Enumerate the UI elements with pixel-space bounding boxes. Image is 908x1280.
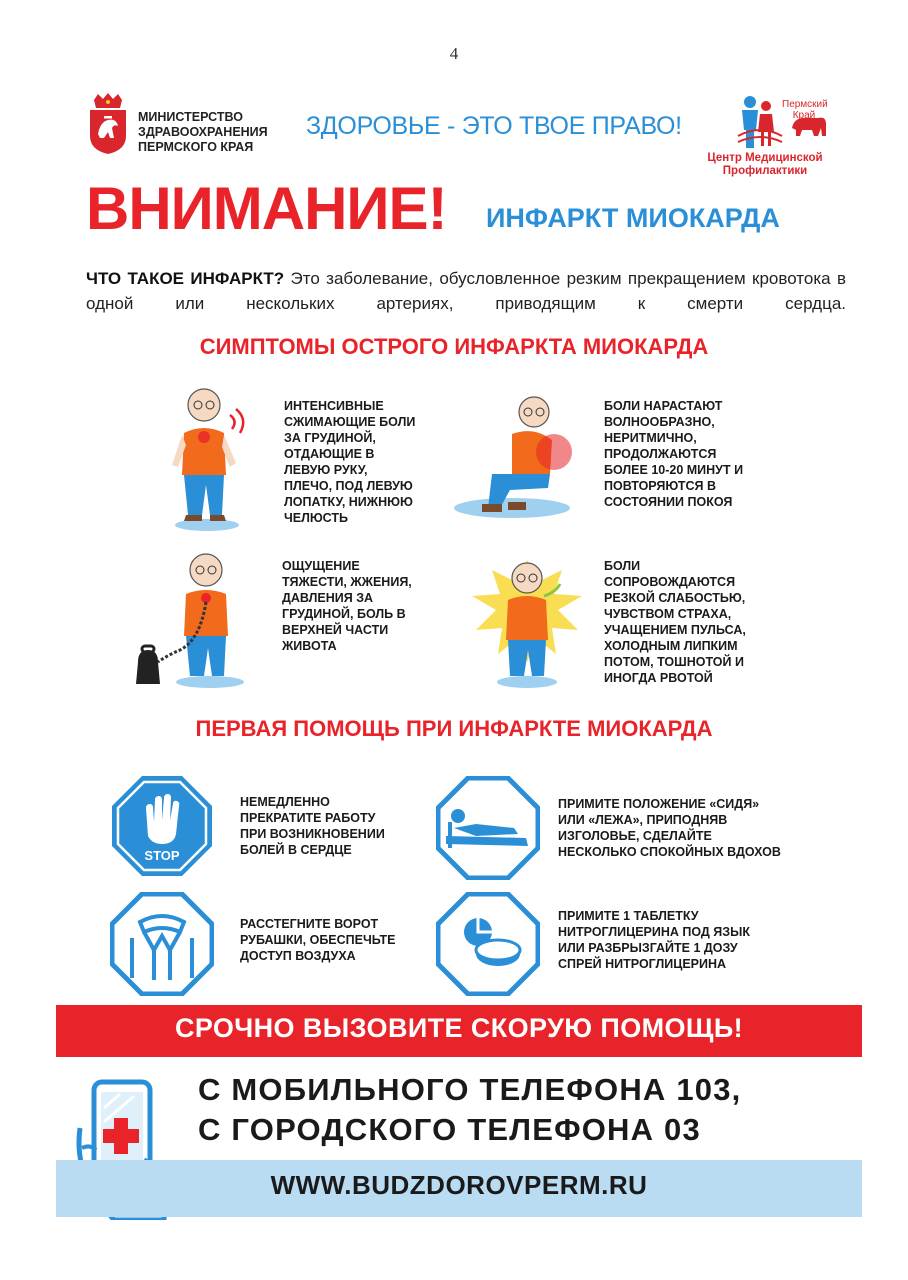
- landline-phone-number: С ГОРОДСКОГО ТЕЛЕФОНА 03: [198, 1112, 701, 1147]
- intro-text: Это заболевание, обусловленное резким прекращением кровотока в одной или нескольких артериях, приводящим к смерти сердца.: [86, 269, 847, 313]
- symptom-line: ХОЛОДНЫМ ЛИПКИМ: [604, 639, 738, 653]
- first-aid-text: [558, 908, 750, 972]
- first-aid-line: РАССТЕГНИТЕ ВОРОТ: [240, 917, 379, 931]
- symptom-line: ОЩУЩЕНИЕ: [282, 559, 360, 573]
- center-name: [700, 152, 830, 178]
- symptom-text: [282, 558, 412, 654]
- page-number: 4: [449, 44, 459, 63]
- nitroglycerin-pills-icon: [436, 892, 540, 996]
- ministry-line: ПЕРМСКОГО КРАЯ: [138, 140, 254, 154]
- center-region-line: Край: [792, 110, 816, 121]
- first-aid-line: ПРИМИТЕ ПОЛОЖЕНИЕ «СИДЯ»: [558, 797, 760, 811]
- first-aid-line: НЕМЕДЛЕННО: [240, 795, 330, 809]
- first-aid-line: ПРЕКРАТИТЕ РАБОТУ: [240, 811, 376, 825]
- first-aid-line: РУБАШКИ, ОБЕСПЕЧЬТЕ: [240, 933, 396, 947]
- first-aid-line: ИЛИ РАЗБРЫЗГАЙТЕ 1 ДОЗУ: [558, 941, 738, 955]
- symptom-line: ВЕРХНЕЙ ЧАСТИ: [282, 623, 389, 637]
- symptom-line: ИНОГДА РВОТОЙ: [604, 671, 713, 685]
- symptom-line: ЛОПАТКУ, НИЖНЮЮ: [284, 495, 413, 509]
- attention-title: ВНИМАНИЕ!: [86, 175, 447, 242]
- symptom-line: ЖИВОТА: [282, 639, 337, 653]
- symptom-line: ВОЛНООБРАЗНО,: [604, 415, 715, 429]
- first-aid-line: БОЛЕЙ В СЕРДЦЕ: [240, 843, 352, 857]
- first-aid-line: ПРИМИТЕ 1 ТАБЛЕТКУ: [558, 909, 699, 923]
- symptom-line: ПРОДОЛЖАЮТСЯ: [604, 447, 717, 461]
- symptom-line: ЗА ГРУДИНОЙ,: [284, 431, 376, 445]
- symptom-line: ТЯЖЕСТИ, ЖЖЕНИЯ,: [282, 575, 412, 589]
- perm-coat-of-arms-icon: [86, 92, 130, 156]
- intro-question: ЧТО ТАКОЕ ИНФАРКТ?: [86, 269, 285, 288]
- first-aid-text: [240, 794, 385, 858]
- symptom-line: ЧУВСТВОМ СТРАХА,: [604, 607, 732, 621]
- first-aid-line: НЕСКОЛЬКО СПОКОЙНЫХ ВДОХОВ: [558, 845, 781, 859]
- symptom-text: [604, 398, 743, 510]
- stop-hand-icon: [110, 774, 214, 878]
- first-aid-text: [558, 796, 781, 860]
- first-aid-line: ИЗГОЛОВЬЕ, СДЕЛАЙТЕ: [558, 829, 712, 843]
- symptom-line: ПОВТОРЯЮТСЯ В: [604, 479, 717, 493]
- man-with-kettlebell-icon: [130, 550, 255, 690]
- symptom-text: [284, 398, 415, 526]
- stop-label: STOP: [144, 848, 180, 863]
- symptom-line: ИНТЕНСИВНЫЕ: [284, 399, 384, 413]
- symptom-line: СЖИМАЮЩИЕ БОЛИ: [284, 415, 416, 429]
- first-aid-line: ПРИ ВОЗНИКНОВЕНИИ: [240, 827, 385, 841]
- center-name-line: Профилактики: [722, 165, 808, 177]
- center-region: [782, 99, 826, 121]
- symptom-text: [604, 558, 746, 686]
- symptom-line: УЧАЩЕНИЕМ ПУЛЬСА,: [604, 623, 746, 637]
- first-aid-line: НИТРОГЛИЦЕРИНА ПОД ЯЗЫК: [558, 925, 750, 939]
- symptom-line: СОСТОЯНИИ ПОКОЯ: [604, 495, 733, 509]
- symptom-line: РЕЗКОЙ СЛАБОСТЬЮ,: [604, 591, 746, 605]
- first-aid-line: СПРЕЙ НИТРОГЛИЦЕРИНА: [558, 957, 727, 971]
- slogan: ЗДОРОВЬЕ - ЭТО ТВОЕ ПРАВО!: [306, 112, 682, 140]
- ministry-line: МИНИСТЕРСТВО: [138, 110, 243, 124]
- symptom-line: БОЛИ НАРАСТАЮТ: [604, 399, 723, 413]
- first-aid-line: ДОСТУП ВОЗДУХА: [240, 949, 356, 963]
- open-collar-icon: [110, 892, 214, 996]
- center-name-line: Центр Медицинской: [707, 152, 823, 164]
- symptom-line: ЧЕЛЮСТЬ: [284, 511, 348, 525]
- symptoms-heading: СИМПТОМЫ ОСТРОГО ИНФАРКТА МИОКАРДА: [199, 334, 709, 359]
- symptom-line: НЕРИТМИЧНО,: [604, 431, 697, 445]
- man-chest-pain-icon: [160, 385, 255, 533]
- symptom-line: СОПРОВОЖДАЮТСЯ: [604, 575, 736, 589]
- ministry-name: [138, 110, 288, 155]
- first-aid-text: [240, 916, 395, 964]
- symptom-line: БОЛИ: [604, 559, 641, 573]
- man-weakness-fear-icon: [462, 552, 592, 692]
- intro-paragraph: [86, 266, 846, 316]
- symptom-line: ГРУДИНОЙ, БОЛЬ В: [282, 607, 406, 621]
- lying-position-icon: [436, 776, 540, 880]
- attention-subtitle: ИНФАРКТ МИОКАРДА: [486, 203, 780, 233]
- first-aid-line: ИЛИ «ЛЕЖА», ПРИПОДНЯВ: [558, 813, 728, 827]
- symptom-line: ЛЕВУЮ РУКУ,: [284, 463, 368, 477]
- man-sitting-pain-icon: [452, 390, 587, 525]
- mobile-phone-number: С МОБИЛЬНОГО ТЕЛЕФОНА 103,: [198, 1072, 742, 1107]
- symptom-line: ДАВЛЕНИЯ ЗА: [282, 591, 374, 605]
- first-aid-heading: ПЕРВАЯ ПОМОЩЬ ПРИ ИНФАРКТЕ МИОКАРДА: [195, 716, 713, 741]
- symptom-line: ОТДАЮЩИЕ В: [284, 447, 375, 461]
- symptom-line: ПЛЕЧО, ПОД ЛЕВУЮ: [284, 479, 413, 493]
- center-region-line: Пермский: [782, 99, 828, 110]
- ministry-line: ЗДРАВООХРАНЕНИЯ: [138, 125, 268, 139]
- symptom-line: ПОТОМ, ТОШНОТОЙ И: [604, 655, 744, 669]
- symptom-line: БОЛЕЕ 10-20 МИНУТ И: [604, 463, 744, 477]
- emergency-banner-text: СРОЧНО ВЫЗОВИТЕ СКОРУЮ ПОМОЩЬ!: [174, 1013, 744, 1043]
- website-link[interactable]: WWW.BUDZDOROVPERM.RU: [270, 1170, 648, 1200]
